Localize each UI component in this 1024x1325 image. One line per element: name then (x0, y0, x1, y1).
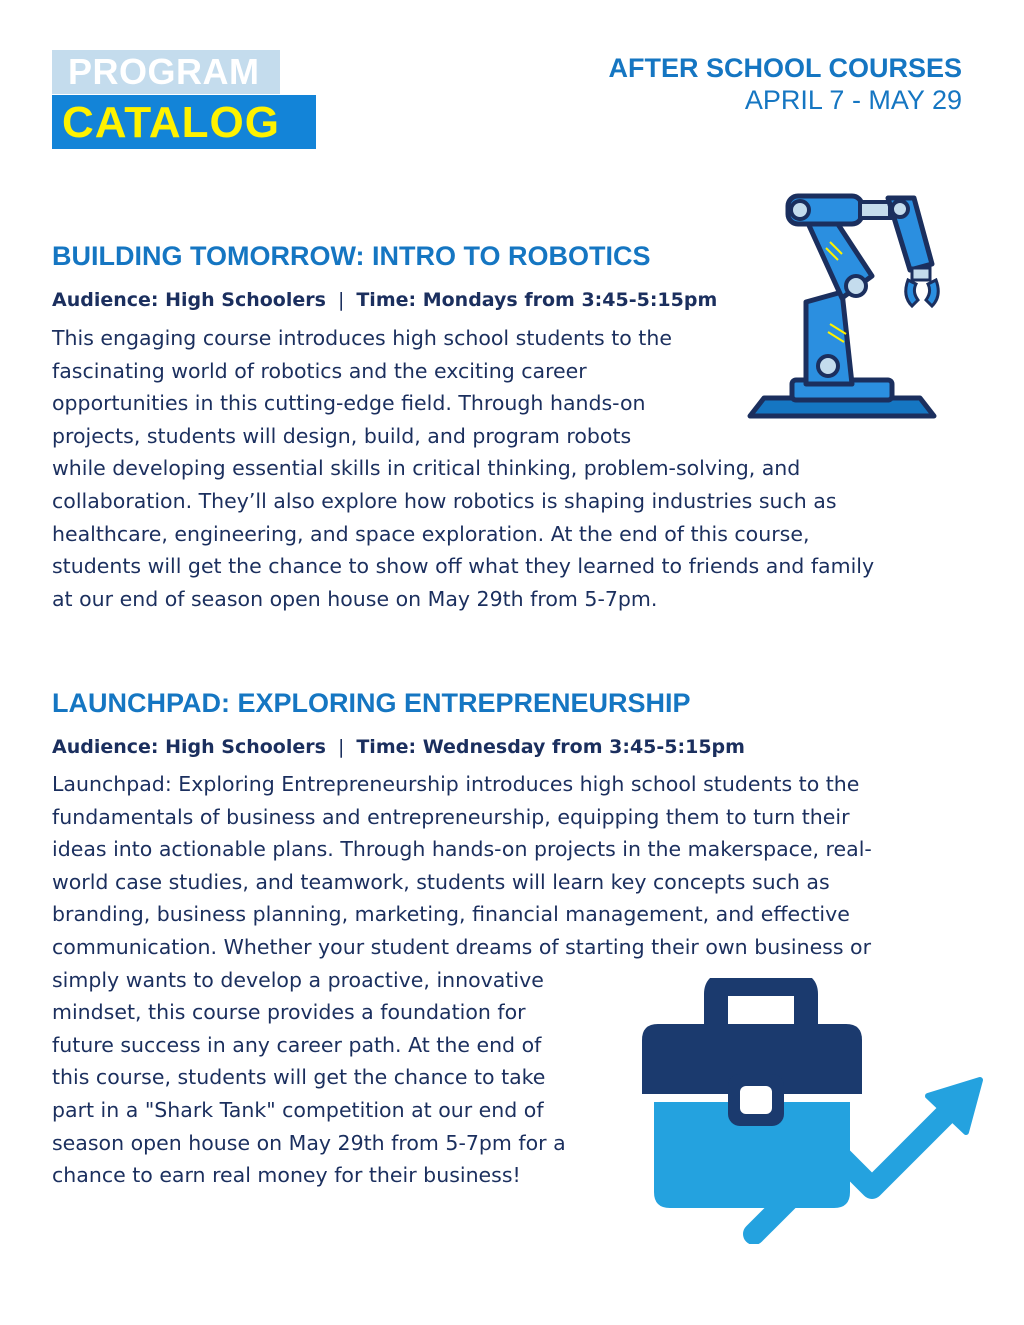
course-meta (52, 287, 717, 313)
robot-arm-icon (742, 184, 942, 424)
description-line: Launchpad: Exploring Entrepreneurship introduces high school students to the (52, 772, 860, 796)
description-line: mindset, this course provides a foundation for (52, 1000, 526, 1025)
description-line: part in a "Shark Tank" competition at our end of (52, 1097, 544, 1122)
description-line: fundamentals of business and entrepreneurship, equipping them to turn their (52, 804, 850, 829)
description-line: simply wants to develop a proactive, innovative (52, 967, 544, 992)
description-line: students will get the chance to show off what they learned to friends and family (52, 554, 875, 579)
course-time: Time: Mondays from 3:45-5:15pm (356, 289, 718, 311)
description-line: projects, students will design, build, and program robots (52, 423, 632, 448)
description-line: chance to earn real money for their business! (52, 1163, 521, 1188)
logo-catalog: CATALOG (52, 95, 316, 149)
description-line: branding, business planning, marketing, financial management, and effective (52, 902, 850, 927)
course-title: LAUNCHPAD: EXPLORING ENTREPRENEURSHIP (52, 688, 691, 718)
description-line: This engaging course introduces high school students to the (52, 326, 672, 350)
description-line: opportunities in this cutting-edge field. Through hands-on (52, 391, 646, 416)
header-dates: APRIL 7 - MAY 29 (744, 85, 962, 115)
description-line: world case studies, and teamwork, students will learn key concepts such as (52, 869, 830, 894)
header-title: AFTER SCHOOL COURSES (608, 53, 962, 83)
description-line: future success in any career path. At the end of (52, 1032, 542, 1057)
description-line: fascinating world of robotics and the exciting career (52, 358, 587, 383)
logo-program: PROGRAM (52, 50, 280, 94)
course-meta (52, 734, 745, 760)
description-line: ideas into actionable plans. Through hands-on projects in the makerspace, real- (52, 837, 872, 862)
description-line: communication. Whether your student dreams of starting their own business or (52, 934, 872, 959)
description-line: season open house on May 29th from 5-7pm for a (52, 1130, 566, 1155)
course-title: BUILDING TOMORROW: INTRO TO ROBOTICS (52, 241, 651, 271)
description-line: at our end of season open house on May 29th from 5-7pm. (52, 586, 658, 611)
description-line: while developing essential skills in critical thinking, problem-solving, and (52, 456, 801, 481)
course-audience: Audience: High Schoolers (52, 289, 326, 311)
description-line: healthcare, engineering, and space exploration. At the end of this course, (52, 521, 810, 546)
description-line: this course, students will get the chance to take (52, 1065, 546, 1090)
course-time: Time: Wednesday from 3:45-5:15pm (356, 736, 745, 758)
meta-separator: | (337, 736, 345, 758)
course-audience: Audience: High Schoolers (52, 736, 326, 758)
briefcase-growth-icon (636, 978, 988, 1244)
meta-separator: | (337, 289, 345, 311)
description-line: collaboration. They’ll also explore how robotics is shaping industries such as (52, 488, 837, 513)
